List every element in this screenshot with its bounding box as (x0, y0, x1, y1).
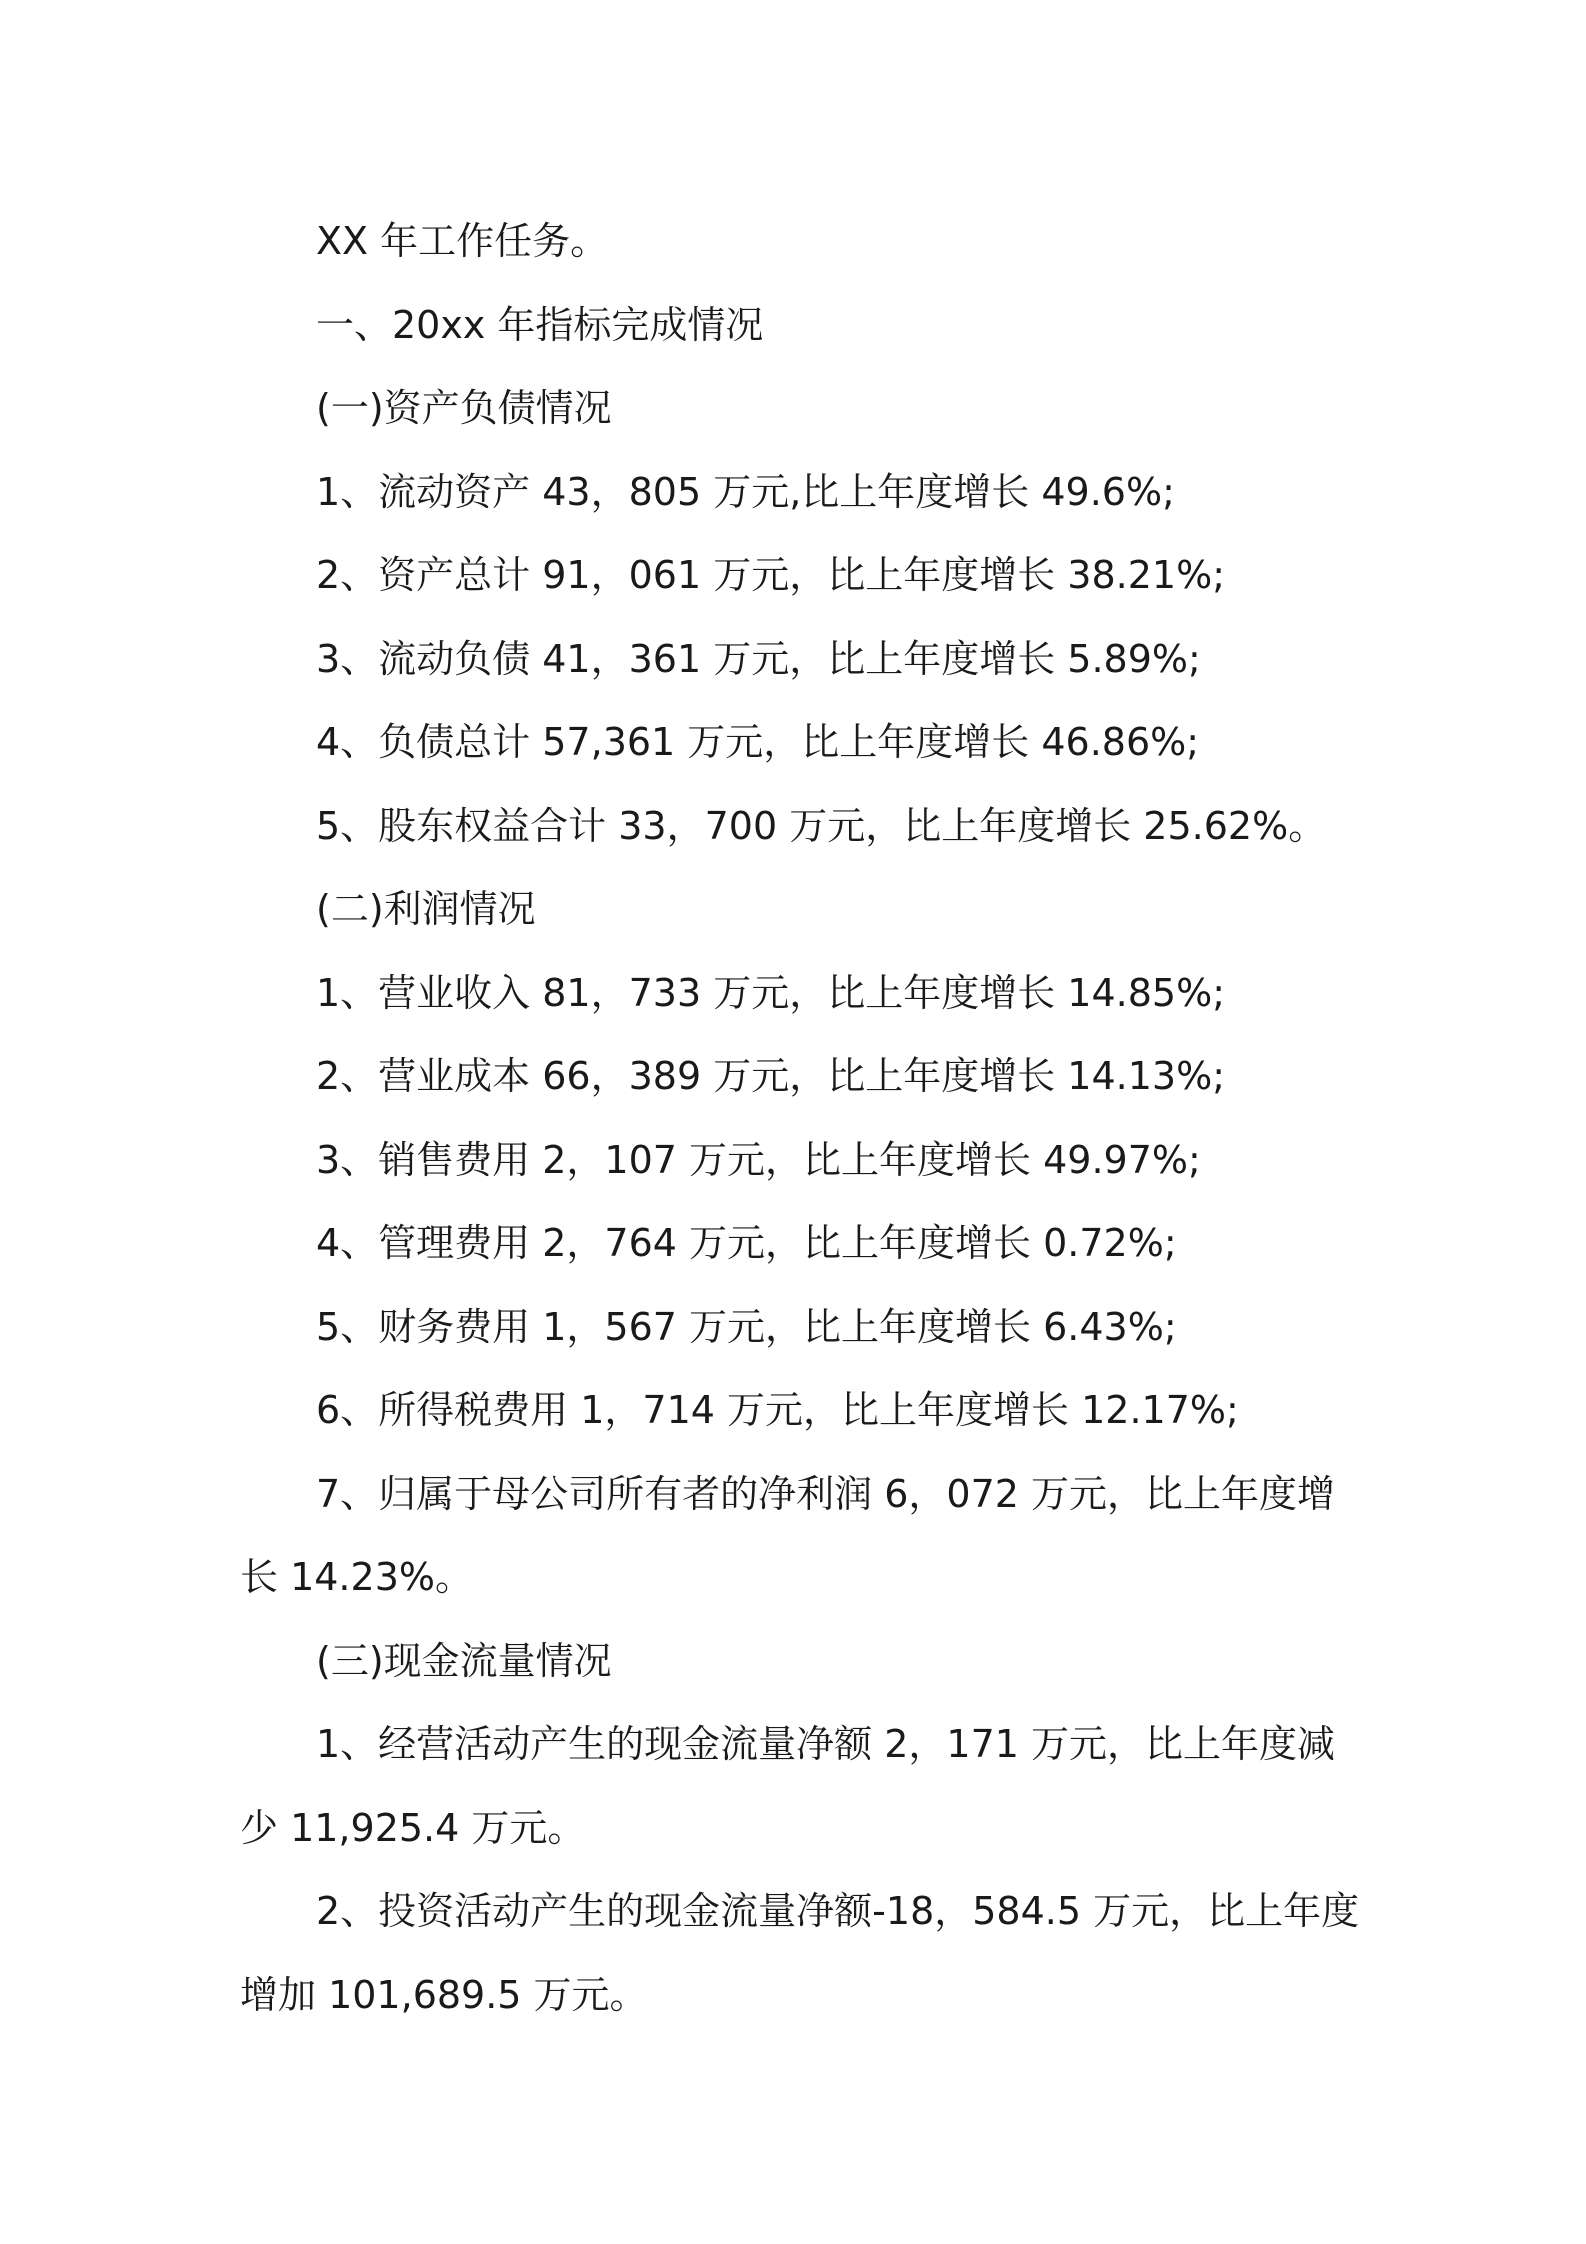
list-item: 4、管理费用 2，764 万元，比上年度增长 0.72%; (316, 1221, 1177, 1265)
list-item: 5、财务费用 1，567 万元，比上年度增长 6.43%; (316, 1304, 1177, 1349)
list-item: 1、流动资产 43，805 万元,比上年度增长 49.6%; (316, 469, 1175, 514)
list-item: 4、负债总计 57,361 万元，比上年度增长 46.86%; (316, 720, 1200, 764)
subsection-heading-cash-flow: (三)现金流量情况 (316, 1638, 612, 1683)
list-item: 2、投资活动产生的现金流量净额-18，584.5 万元，比上年度增加 101,689.5 万元。 (240, 1889, 1360, 2017)
subsection-heading-assets-liabilities: (一)资产负债情况 (316, 386, 612, 430)
list-item: 3、销售费用 2，107 万元，比上年度增长 49.97%; (316, 1137, 1201, 1182)
section-heading-indicators: 一、20xx 年指标完成情况 (316, 302, 764, 347)
list-item: 1、经营活动产生的现金流量净额 2，171 万元，比上年度减少 11,925.4 万元。 (240, 1722, 1336, 1850)
document-body (240, 200, 1360, 2037)
paragraph-intro: XX 年工作任务。 (316, 219, 609, 263)
list-item: 5、股东权益合计 33，700 万元，比上年度增长 25.62%。 (316, 803, 1327, 848)
list-item: 1、营业收入 81，733 万元，比上年度增长 14.85%; (316, 970, 1225, 1015)
list-item: 3、流动负债 41，361 万元，比上年度增长 5.89%; (316, 636, 1201, 681)
list-item: 2、营业成本 66，389 万元，比上年度增长 14.13%; (316, 1054, 1225, 1098)
subsection-heading-profit: (二)利润情况 (316, 887, 536, 931)
list-item: 2、资产总计 91，061 万元，比上年度增长 38.21%; (316, 553, 1225, 597)
list-item: 7、归属于母公司所有者的净利润 6，072 万元，比上年度增长 14.23%。 (240, 1471, 1336, 1599)
list-item: 6、所得税费用 1，714 万元，比上年度增长 12.17%; (316, 1388, 1239, 1432)
